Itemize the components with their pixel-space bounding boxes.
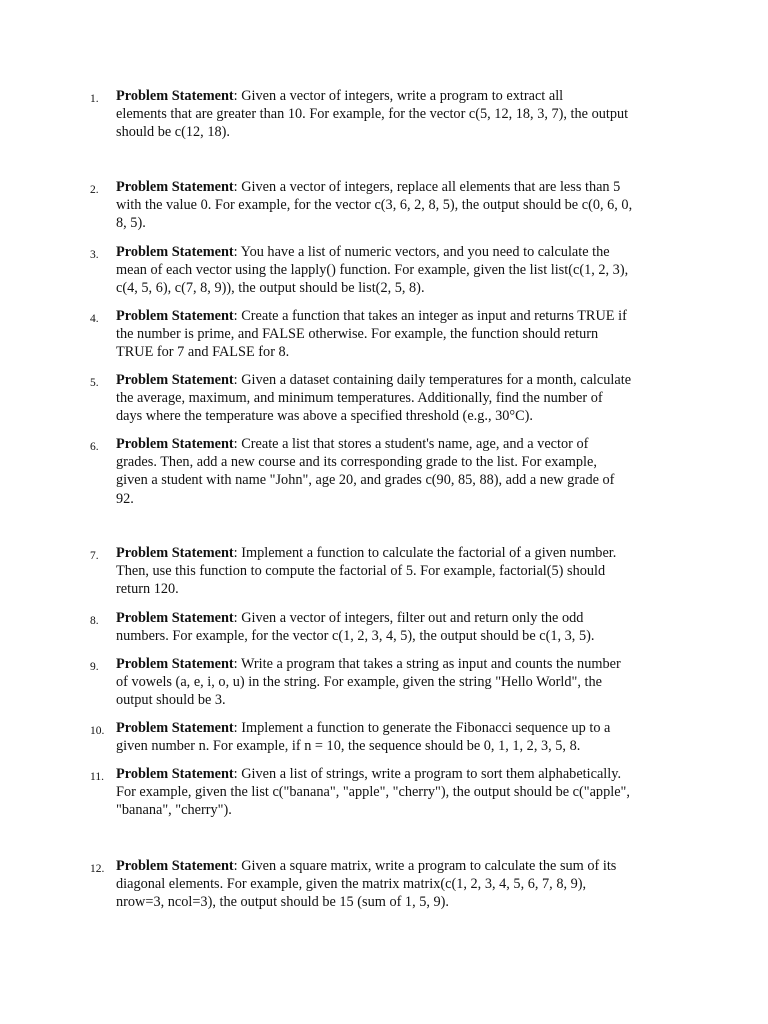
problem-text [116, 655, 681, 710]
text-line [116, 544, 681, 562]
text-segment: : Create a function that takes an integer as input and returns TRUE if [233, 308, 627, 324]
problem-text [116, 87, 681, 142]
text-line [116, 307, 681, 325]
problem-label: Problem Statement [116, 436, 234, 452]
list-number: 2. [90, 184, 99, 196]
problem-label: Problem Statement [116, 545, 234, 561]
text-line: nrow=3, ncol=3), the output should be 15 (sum of 1, 5, 9). [116, 894, 450, 911]
problem-text [116, 857, 681, 912]
text-line: elements that are greater than 10. For example, for the vector c(5, 12, 18, 3, 7), the output [116, 106, 629, 123]
text-line: output should be 3. [116, 692, 226, 709]
text-line: with the value 0. For example, for the vector c(3, 6, 2, 8, 5), the output should be c(0, 6, 0, [116, 197, 633, 214]
text-line: "banana", "cherry"). [116, 802, 232, 819]
list-number: 10. [90, 725, 105, 737]
problem-label: Problem Statement [116, 656, 234, 672]
problem-text [116, 307, 681, 362]
text-segment: : Given a square matrix, write a program to calculate the sum of its [233, 858, 617, 874]
list-number: 8. [90, 615, 99, 627]
problem-text [116, 243, 681, 298]
text-line: TRUE for 7 and FALSE for 8. [116, 344, 290, 361]
list-number: 6. [90, 441, 99, 453]
text-line: 8, 5). [116, 215, 146, 232]
text-line [116, 371, 681, 389]
text-line [116, 609, 681, 627]
text-segment: : Implement a function to generate the Fibonacci sequence up to a [233, 720, 611, 736]
problem-label: Problem Statement [116, 88, 234, 104]
text-line [116, 87, 681, 105]
text-line: should be c(12, 18). [116, 124, 230, 141]
list-number: 11. [90, 771, 104, 783]
text-line [116, 765, 681, 783]
problem-text [116, 435, 681, 508]
text-line: days where the temperature was above a specified threshold (e.g., 30°C). [116, 408, 533, 425]
problem-label: Problem Statement [116, 372, 234, 388]
text-line: mean of each vector using the lapply() function. For example, given the list list(c(1, 2, 3), [116, 262, 629, 279]
problem-text [116, 609, 681, 645]
text-line [116, 719, 681, 737]
text-line [116, 178, 681, 196]
text-line: numbers. For example, for the vector c(1, 2, 3, 4, 5), the output should be c(1, 3, 5). [116, 628, 595, 645]
problem-label: Problem Statement [116, 720, 234, 736]
text-line [116, 435, 681, 453]
list-number: 3. [90, 249, 99, 261]
text-line: return 120. [116, 581, 179, 598]
problem-label: Problem Statement [116, 766, 234, 782]
text-line: 92. [116, 490, 134, 507]
problem-text [116, 765, 681, 820]
problem-text [116, 544, 681, 599]
problem-text [116, 719, 681, 755]
text-line [116, 243, 681, 261]
text-line: the average, maximum, and minimum temperatures. Additionally, find the number of [116, 390, 603, 407]
text-segment: : Given a vector of integers, filter out and return only the odd [233, 610, 584, 626]
list-number: 12. [90, 863, 105, 875]
problem-label: Problem Statement [116, 244, 234, 260]
text-segment: : Implement a function to calculate the factorial of a given number. [233, 545, 617, 561]
text-line: diagonal elements. For example, given the matrix matrix(c(1, 2, 3, 4, 5, 6, 7, 8, 9), [116, 876, 587, 893]
text-line: c(4, 5, 6), c(7, 8, 9)), the output should be list(2, 5, 8). [116, 280, 425, 297]
text-line: given number n. For example, if n = 10, the sequence should be 0, 1, 1, 2, 3, 5, 8. [116, 738, 581, 755]
problem-text [116, 178, 681, 233]
problem-text [116, 371, 681, 426]
problem-label: Problem Statement [116, 179, 234, 195]
text-segment: : Given a list of strings, write a program to sort them alphabetically. [233, 766, 622, 782]
text-segment: : Write a program that takes a string as input and counts the number [233, 656, 621, 672]
list-number: 5. [90, 377, 99, 389]
list-number: 4. [90, 313, 99, 325]
text-line: the number is prime, and FALSE otherwise. For example, the function should return [116, 326, 599, 343]
text-line: grades. Then, add a new course and its corresponding grade to the list. For example, [116, 454, 597, 471]
text-line [116, 857, 681, 875]
text-line: Then, use this function to compute the factorial of 5. For example, factorial(5) should [116, 563, 606, 580]
text-line: For example, given the list c("banana", "apple", "cherry"), the output should be c("apple", [116, 784, 630, 801]
problem-label: Problem Statement [116, 308, 234, 324]
text-segment: : Given a vector of integers, replace all elements that are less than 5 [233, 179, 621, 195]
text-segment: : Given a vector of integers, write a program to extract all [233, 88, 564, 104]
text-segment: : You have a list of numeric vectors, and you need to calculate the [233, 244, 610, 260]
text-segment: : Create a list that stores a student's name, age, and a vector of [233, 436, 589, 452]
text-line [116, 655, 681, 673]
text-segment: : Given a dataset containing daily temperatures for a month, calculate [233, 372, 632, 388]
list-number: 9. [90, 661, 99, 673]
problem-label: Problem Statement [116, 610, 234, 626]
list-number: 7. [90, 550, 99, 562]
problem-label: Problem Statement [116, 858, 234, 874]
text-line: given a student with name "John", age 20, and grades c(90, 85, 88), add a new grade of [116, 472, 615, 489]
text-line: of vowels (a, e, i, o, u) in the string. For example, given the string "Hello World", the [116, 674, 602, 691]
list-number: 1. [90, 93, 99, 105]
